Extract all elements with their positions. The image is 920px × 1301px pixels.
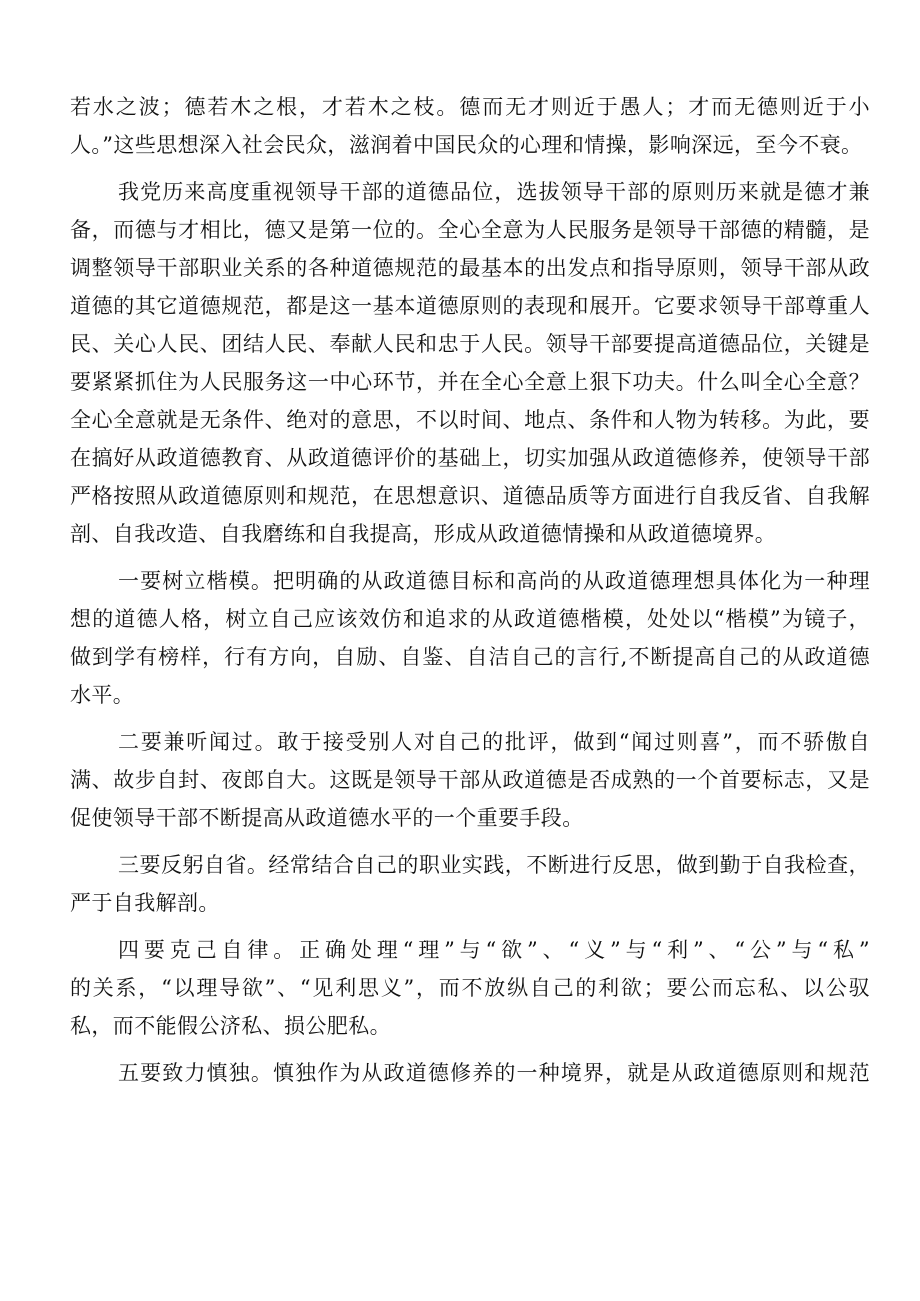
text-line: 民、关心人民、团结人民、奉献人民和忠于人民。领导干部要提高道德品位，关键是 — [70, 332, 870, 356]
text-line: 备，而德与才相比，德又是第一位的。全心全意为人民服务是领导干部德的精髓，是 — [70, 218, 870, 242]
paragraph — [70, 88, 870, 164]
text-line: 要紧紧抓住为人民服务这一中心环节，并在全心全意上狠下功夫。什么叫全心全意？ — [70, 370, 870, 394]
text-line: 私，而不能假公济私、损公肥私。 — [70, 1014, 391, 1038]
text-line: 严于自我解剖。 — [70, 891, 220, 915]
paragraph — [70, 931, 870, 1045]
text-line: 在搞好从政道德教育、从政道德评价的基础上，切实加强从政道德修养，使领导干部 — [70, 446, 870, 470]
text-line: 调整领导干部职业关系的各种道德规范的最基本的出发点和指导原则，领导干部从政 — [70, 256, 870, 280]
paragraph — [70, 1054, 870, 1092]
paragraph — [70, 723, 870, 837]
text-line: 一要树立楷模。把明确的从政道德目标和高尚的从政道德理想具体化为一种理 — [118, 569, 870, 593]
paragraph — [70, 846, 870, 922]
text-line: 人。”这些思想深入社会民众，滋润着中国民众的心理和情操，影响深远，至今不衰。 — [70, 133, 863, 157]
document-body — [70, 88, 870, 1092]
paragraph — [70, 173, 870, 553]
text-line: 剖、自我改造、自我磨练和自我提高，形成从政道德情操和从政道德境界。 — [70, 522, 777, 546]
text-line: 全心全意就是无条件、绝对的意思，不以时间、地点、条件和人物为转移。为此，要 — [70, 408, 870, 432]
text-line: 三要反躬自省。经常结合自己的职业实践，不断进行反思，做到勤于自我检查， — [118, 853, 870, 877]
text-line: 四要克己自律。正确处理“理”与“欲”、“义”与“利”、“公”与“私” — [118, 938, 870, 962]
paragraph — [70, 562, 870, 714]
text-line: 道德的其它道德规范，都是这一基本道德原则的表现和展开。它要求领导干部尊重人 — [70, 294, 870, 318]
text-line: 的关系，“以理导欲”、“见利思义”，而不放纵自己的利欲；要公而忘私、以公驭 — [70, 976, 870, 1000]
text-line: 水平。 — [70, 683, 135, 707]
text-line: 五要致力慎独。慎独作为从政道德修养的一种境界，就是从政道德原则和规范 — [118, 1061, 870, 1085]
text-line: 二要兼听闻过。敢于接受别人对自己的批评，做到“闻过则喜”，而不骄傲自 — [118, 730, 870, 754]
text-line: 满、故步自封、夜郎自大。这既是领导干部从政道德是否成熟的一个首要标志，又是 — [70, 768, 870, 792]
text-line: 我党历来高度重视领导干部的道德品位，选拔领导干部的原则历来就是德才兼 — [118, 180, 870, 204]
text-line: 促使领导干部不断提高从政道德水平的一个重要手段。 — [70, 806, 584, 830]
text-line: 若水之波；德若木之根，才若木之枝。德而无才则近于愚人；才而无德则近于小 — [70, 95, 870, 119]
text-line: 做到学有榜样，行有方向，自励、自鉴、自洁自己的言行,不断提高自己的从政道德 — [70, 645, 870, 669]
text-line: 想的道德人格，树立自己应该效仿和追求的从政道德楷模，处处以“楷模”为镜子， — [70, 607, 870, 631]
text-line: 严格按照从政道德原则和规范，在思想意识、道德品质等方面进行自我反省、自我解 — [70, 484, 870, 508]
